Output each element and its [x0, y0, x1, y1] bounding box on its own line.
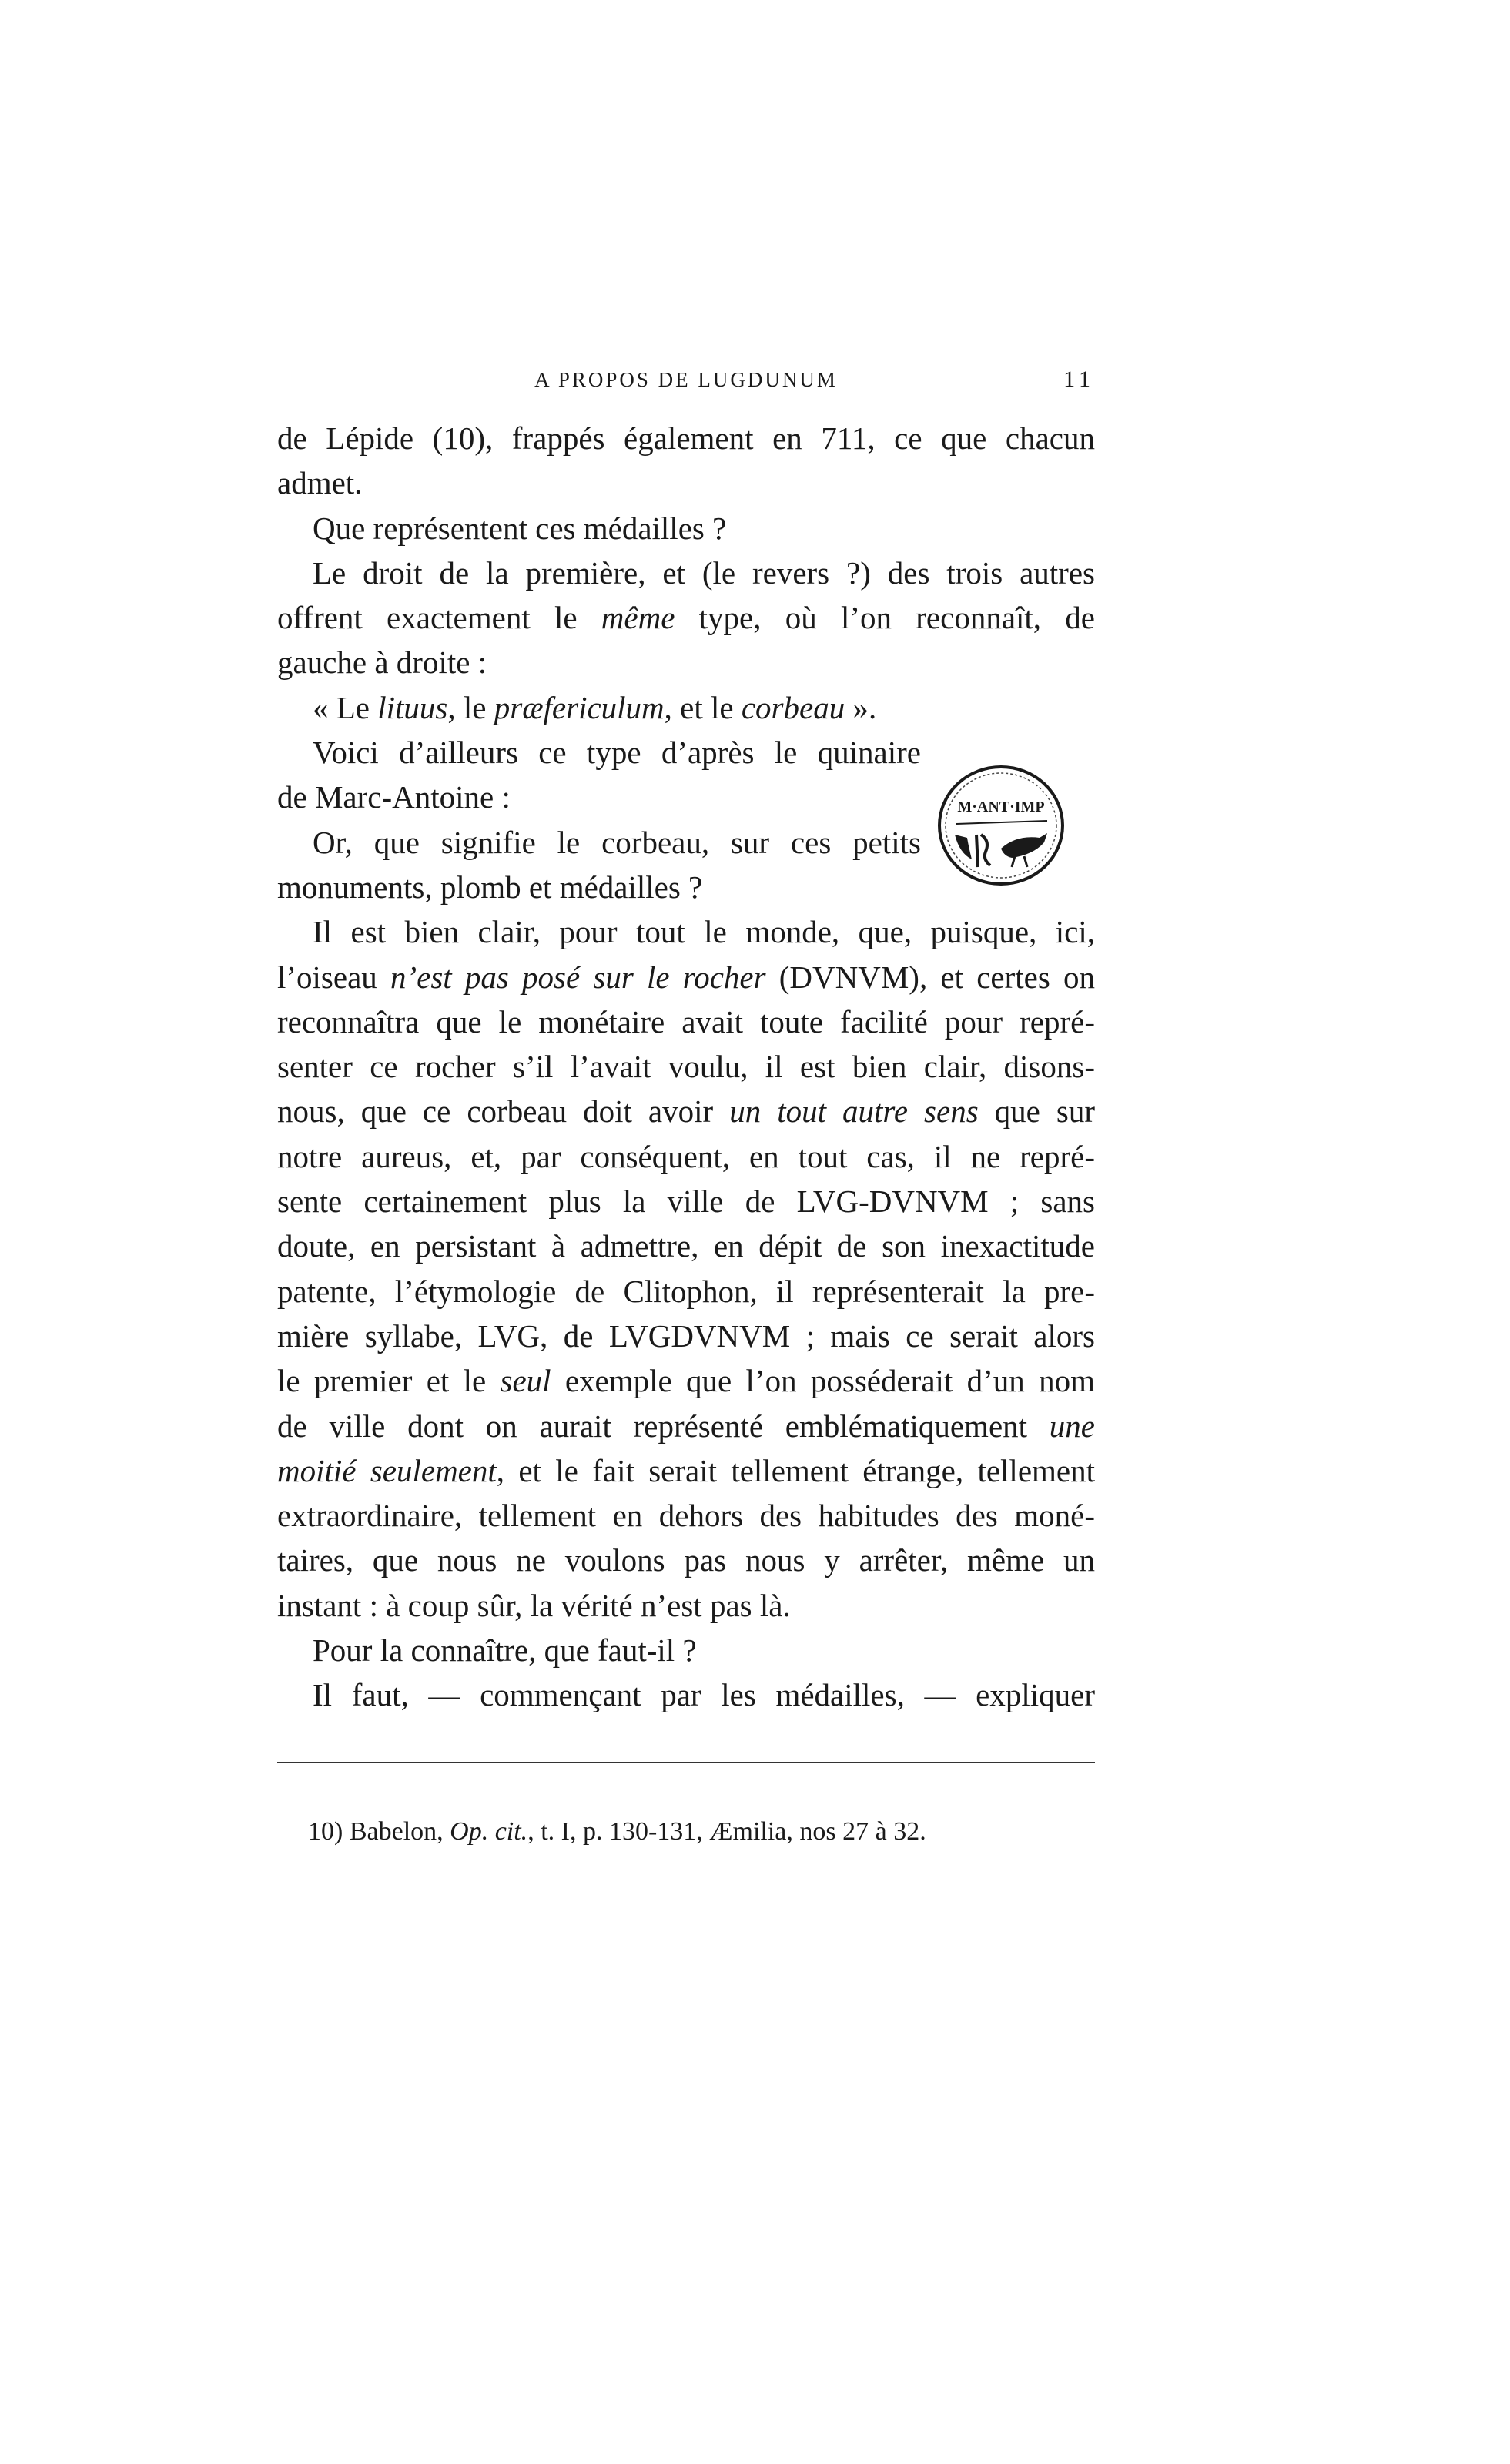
text-line: moitié seulement, et le fait serait tellement étrange, tellement [277, 1452, 1095, 1488]
text-line: patente, l’étymologie de Clitophon, il représenterait la pre- [277, 1273, 1095, 1309]
text-line: admet. [277, 465, 363, 501]
text-line: nous, que ce corbeau doit avoir un tout autre sens que sur [277, 1093, 1095, 1130]
footnote-rule [277, 1762, 1095, 1763]
text-line: de Marc-Antoine : [277, 779, 511, 815]
text-line: taires, que nous ne voulons pas nous y arrêter, même un [277, 1542, 1095, 1578]
text-line: Voici d’ailleurs ce type d’après le quinaire [313, 735, 921, 771]
text-line: gauche à droite : [277, 644, 487, 681]
text-line: extraordinaire, tellement en dehors des habitudes des moné- [277, 1498, 1095, 1534]
text-line: offrent exactement le même type, où l’on reconnaît, de [277, 600, 1095, 636]
text-line: Le droit de la première, et (le revers ?) des trois autres [313, 554, 1095, 591]
text-line: Il est bien clair, pour tout le monde, que, puisque, ici, [313, 914, 1095, 950]
footnote: 10) Babelon, Op. cit., t. I, p. 130-131, Æmilia, nos 27 à 32. [308, 1817, 926, 1846]
text-line: de Lépide (10), frappés également en 711, ce que chacun [277, 420, 1095, 456]
text-line: instant : à coup sûr, la vérité n’est pas là. [277, 1587, 791, 1623]
text-line: sente certainement plus la ville de LVG-DVNVM ; sans [277, 1183, 1095, 1220]
text-line: Il faut, — commençant par les médailles, — expliquer [313, 1677, 1095, 1713]
text-line: doute, en persistant à admettre, en dépit de son inexactitude [277, 1228, 1095, 1264]
text-line: senter ce rocher s’il l’avait voulu, il est bien clair, disons- [277, 1049, 1095, 1085]
text-line: Or, que signifie le corbeau, sur ces petits [313, 824, 921, 860]
coin-icon [932, 758, 1070, 892]
running-title: A PROPOS DE LUGDUNUM [534, 368, 838, 391]
text-line: l’oiseau n’est pas posé sur le rocher (DVNVM), et certes on [277, 959, 1095, 995]
text-line: Que représentent ces médailles ? [313, 510, 727, 546]
coin-illustration [932, 758, 1070, 892]
text-line: monuments, plomb et médailles ? [277, 869, 703, 905]
body-text [277, 416, 1095, 1718]
text-line: mière syllabe, LVG, de LVGDVNVM ; mais ce serait alors [277, 1317, 1095, 1354]
coin-legend: M·ANT·IMP [957, 798, 1045, 815]
text-line: notre aureus, et, par conséquent, en tout cas, il ne repré- [277, 1138, 1095, 1174]
running-head [277, 368, 1095, 399]
text-line: Pour la connaître, que faut-il ? [313, 1632, 697, 1669]
text-line: reconnaîtra que le monétaire avait toute facilité pour repré- [277, 1003, 1095, 1040]
text-line: « Le lituus, le præfericulum, et le corbeau ». [313, 689, 877, 725]
text-line: de ville dont on aurait représenté emblématiquement une [277, 1408, 1095, 1444]
page-number: 11 [1063, 367, 1095, 392]
text-line: le premier et le seul exemple que l’on posséderait d’un nom [277, 1363, 1095, 1399]
